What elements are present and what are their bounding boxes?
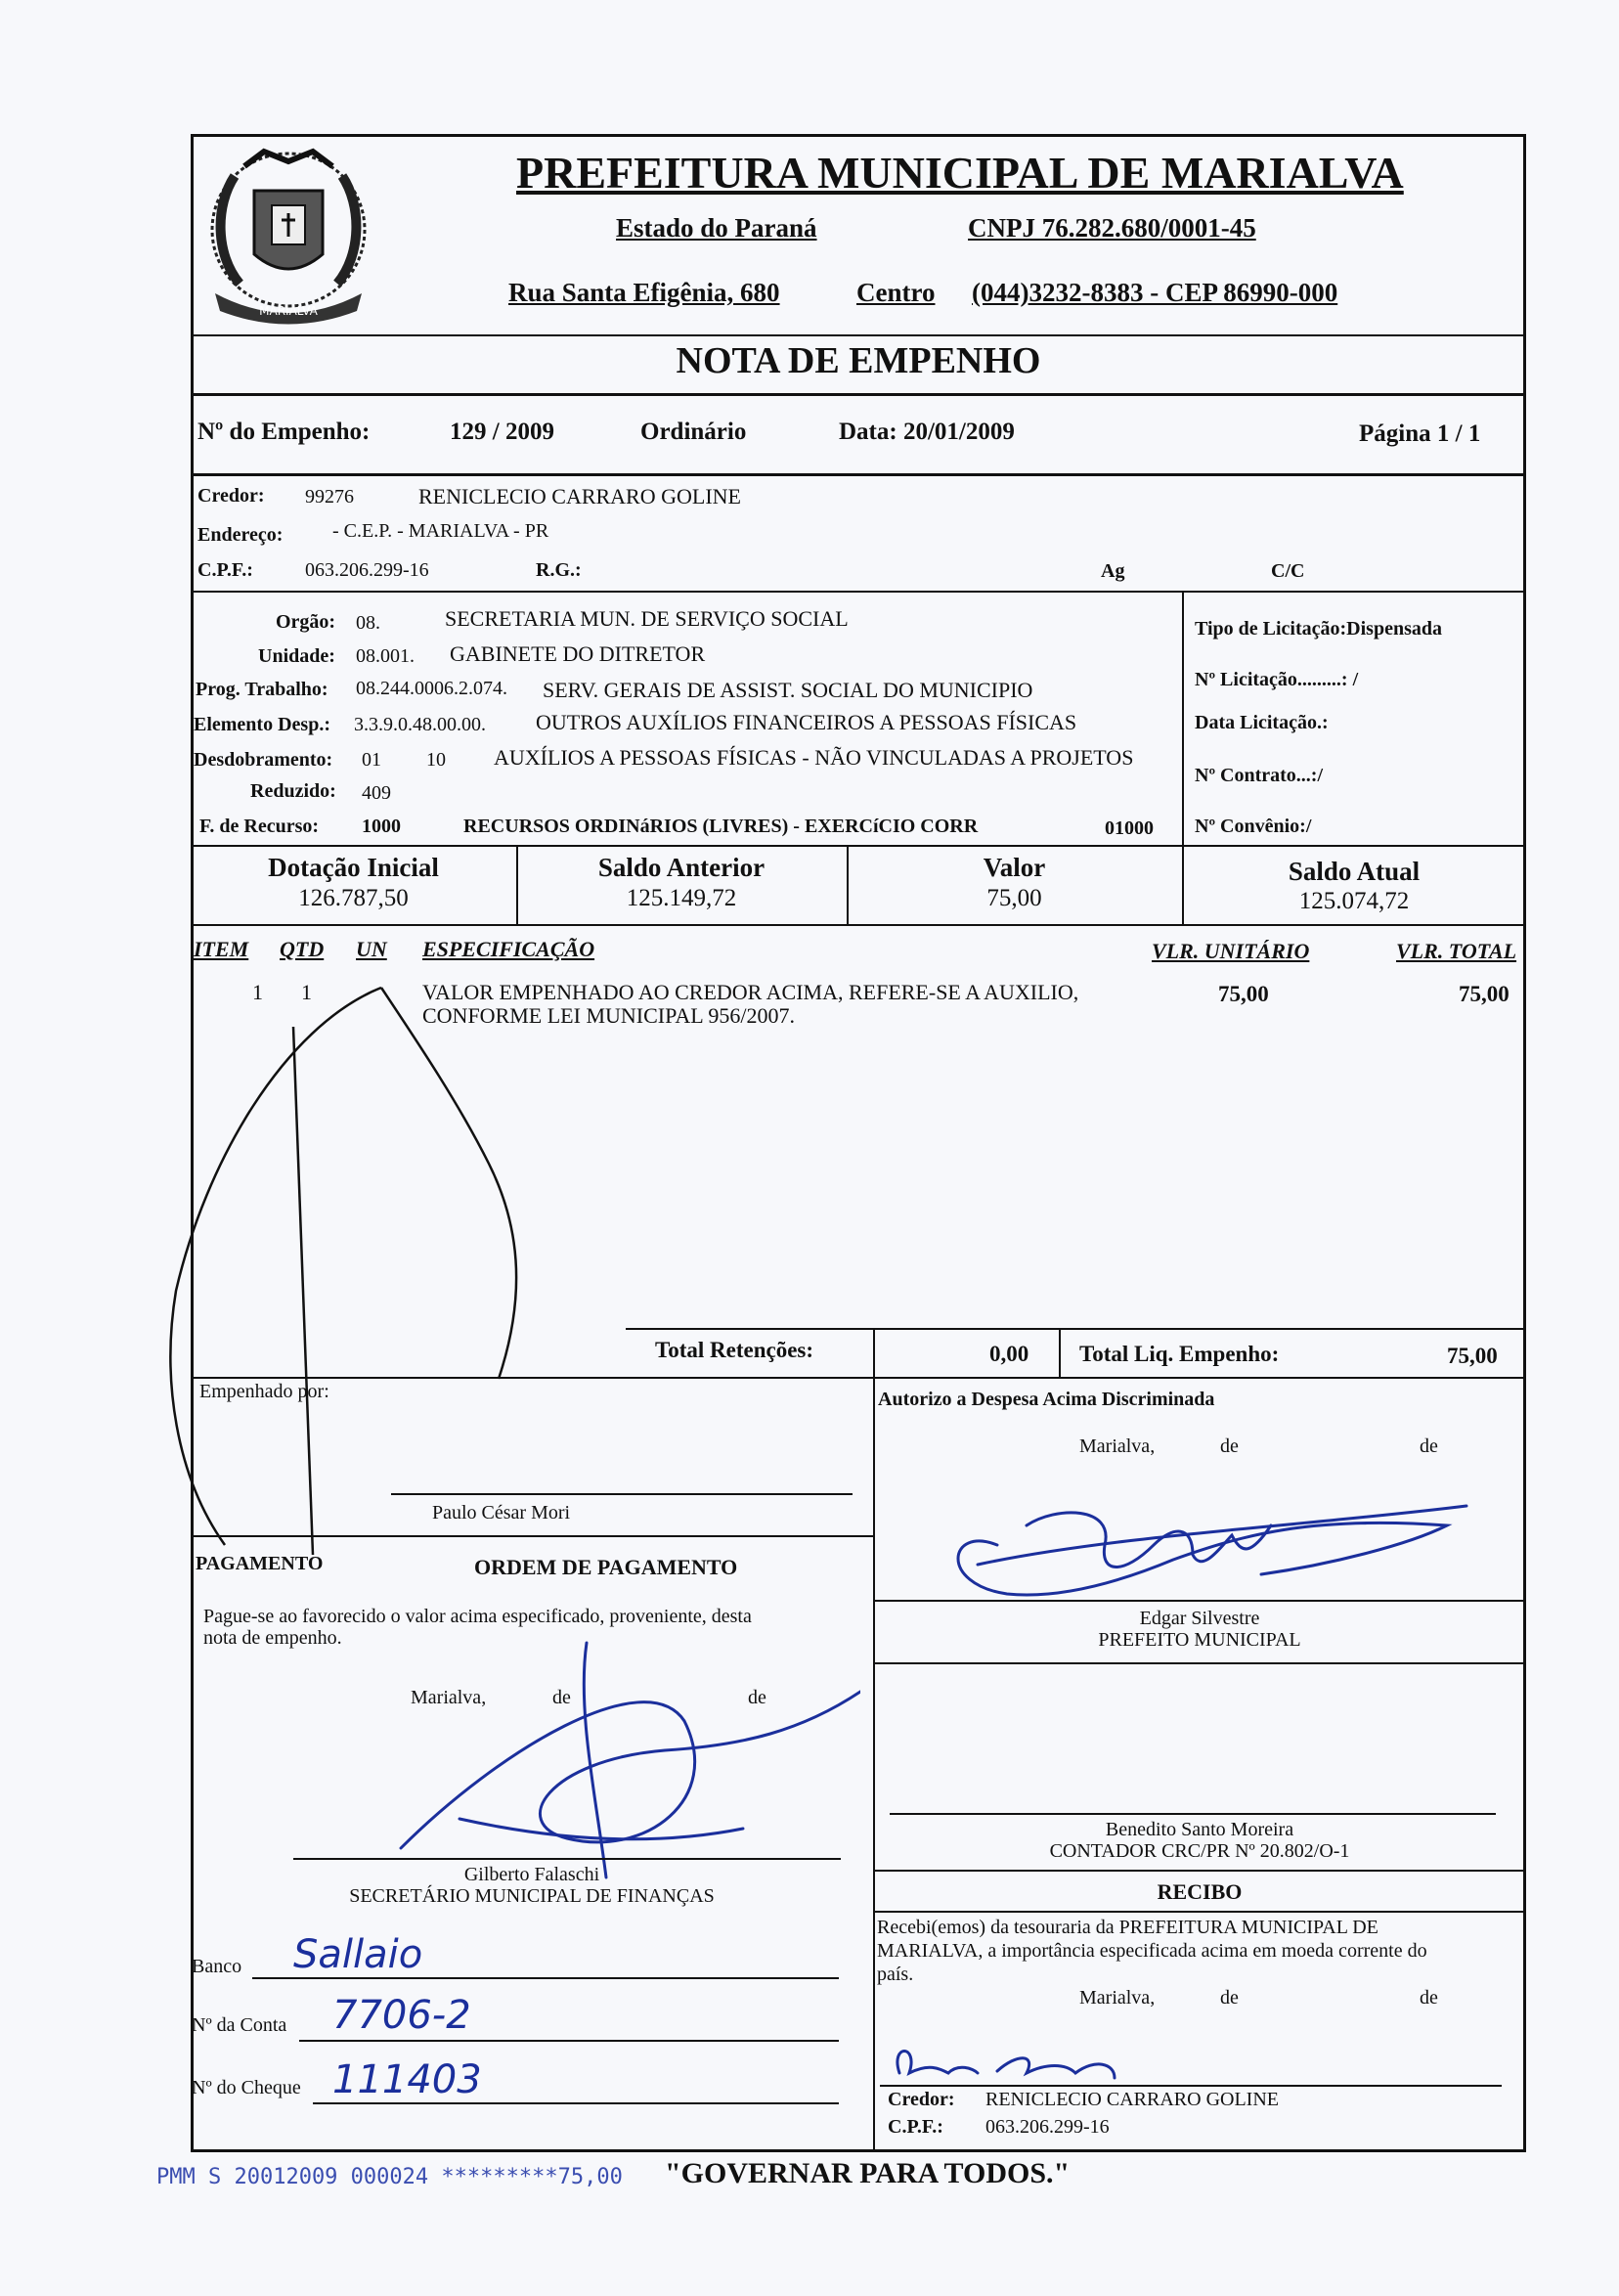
cancel-mark [166,968,538,1555]
elem-code: 3.3.9.0.48.00.00. [354,714,486,735]
pagamento-de1: de [552,1687,571,1708]
licitacao-convenio: Nº Convênio:/ [1195,816,1312,837]
recibo-cpf-value: 063.206.299-16 [985,2116,1110,2138]
anterior-label: Saldo Anterior [597,853,766,882]
cheque-value: 111403 [332,2057,482,2102]
pagamento-label: PAGAMENTO [196,1553,324,1574]
recibo-text-1: Recebi(emos) da tesouraria da PREFEITURA MUNICIPAL DE [877,1917,1378,1938]
cpf-value: 063.206.299-16 [305,559,429,581]
conta-label: Nº da Conta [192,2014,287,2036]
reduzido-value: 409 [362,782,391,804]
desdob-code2: 10 [426,749,446,771]
atual-label: Saldo Atual [1288,857,1421,886]
col-vlr-total: VLR. TOTAL [1396,939,1517,963]
recibo-place: Marialva, [1079,1987,1156,2009]
pagamento-place: Marialva, [411,1687,487,1708]
row-qtd: 1 [301,980,312,1004]
credor-signature [880,2034,1134,2093]
recibo-cpf-label: C.P.F.: [888,2116,943,2138]
retencoes-label: Total Retenções: [655,1338,814,1362]
credor-code: 99276 [305,486,354,508]
recibo-title: RECIBO [1157,1879,1243,1904]
header-title: PREFEITURA MUNICIPAL DE MARIALVA [516,148,1404,198]
empenho-page: Página 1 / 1 [1359,420,1481,447]
licitacao-data: Data Licitação.: [1195,712,1329,733]
finance-signature [352,1604,860,1897]
mayor-signature [919,1467,1486,1613]
orgao-label: Orgão: [276,611,336,633]
row-vlr-unit: 75,00 [1218,982,1269,1006]
header-neighborhood: Centro [856,278,936,307]
recurso-desc: RECURSOS ORDINáRIOS (LIVRES) - EXERCíCIO CORR [463,816,979,837]
desdob-code1: 01 [362,749,381,771]
pagamento-text-1: Pague-se ao favorecido o valor acima especificado, proveniente, desta [203,1606,752,1627]
pagamento-de2: de [748,1687,766,1708]
liq-label: Total Liq. Empenho: [1079,1342,1280,1366]
row-item: 1 [252,980,263,1004]
elem-label: Elemento Desp.: [194,714,330,735]
licitacao-tipo: Tipo de Licitação:Dispensada [1195,618,1442,640]
unidade-desc: GABINETE DO DITRETOR [450,641,706,666]
cc-label: C/C [1271,560,1305,582]
header-cnpj: CNPJ 76.282.680/0001-45 [968,213,1256,243]
anterior-value: 125.149,72 [626,885,737,911]
row-espec-1: VALOR EMPENHADO AO CREDOR ACIMA, REFERE-SE A AUXILIO, [422,980,1079,1004]
col-espec: ESPECIFICAÇÃO [422,937,595,961]
recibo-de2: de [1420,1987,1438,2009]
finance-role: SECRETÁRIO MUNICIPAL DE FINANÇAS [349,1885,715,1907]
empenho-number: 129 / 2009 [450,419,554,445]
col-item: ITEM [194,937,249,961]
recurso-code2: 01000 [1105,817,1154,839]
endereco-label: Endereço: [197,524,284,546]
licitacao-numero: Nº Licitação.........: / [1195,669,1359,690]
recibo-credor-label: Credor: [888,2089,955,2110]
row-espec-2: CONFORME LEI MUNICIPAL 956/2007. [422,1003,795,1028]
dotacao-label: Dotação Inicial [268,853,439,882]
col-un: UN [356,937,387,961]
licitacao-contrato: Nº Contrato...:/ [1195,765,1324,786]
cpf-label: C.P.F.: [197,559,253,581]
unidade-label: Unidade: [258,645,335,667]
empenho-label: Nº do Empenho: [197,419,371,445]
header-state: Estado do Paraná [616,213,817,243]
doc-title: NOTA DE EMPENHO [676,340,1041,381]
empenho-date: Data: 20/01/2009 [839,419,1015,445]
contador-name: Benedito Santo Moreira [1105,1819,1294,1840]
dotacao-value: 126.787,50 [298,885,409,911]
recibo-credor-value: RENICLECIO CARRARO GOLINE [985,2089,1279,2110]
footer-slogan: "GOVERNAR PARA TODOS." [665,2157,1071,2189]
reduzido-label: Reduzido: [250,780,336,802]
mayor-role: PREFEITO MUNICIPAL [1098,1629,1301,1651]
endereco-value: - C.E.P. - MARIALVA - PR [332,520,549,542]
ordem-pagamento: ORDEM DE PAGAMENTO [474,1555,738,1579]
recurso-label: F. de Recurso: [199,816,320,837]
recibo-text-3: país. [877,1964,914,1985]
finance-name: Gilberto Falaschi [463,1864,600,1885]
orgao-code: 08. [356,612,380,634]
contador-role: CONTADOR CRC/PR Nº 20.802/O-1 [1049,1840,1350,1862]
valor-label: Valor [983,853,1046,882]
autorizo-de1: de [1220,1435,1239,1457]
pagamento-text-2: nota de empenho. [203,1627,342,1649]
desdob-desc: AUXÍLIOS A PESSOAS FÍSICAS - NÃO VINCULADAS A PROJETOS [494,745,1134,770]
autorizo-place: Marialva, [1079,1435,1156,1457]
svg-text:MARIALVA: MARIALVA [259,304,318,318]
col-vlr-unit: VLR. UNITÁRIO [1152,939,1310,963]
credor-name: RENICLECIO CARRARO GOLINE [418,484,741,508]
cheque-label: Nº do Cheque [192,2077,301,2098]
rg-label: R.G.: [536,559,582,581]
recibo-text-2: MARIALVA, a importância especificada acima em moeda corrente do [877,1940,1427,1962]
header-phone-cep: (044)3232-8383 - CEP 86990-000 [972,278,1338,307]
footer-stamp: PMM S 20012009 000024 *********75,00 [156,2165,623,2189]
coat-of-arms-icon [196,137,381,332]
credor-label: Credor: [197,485,265,507]
mayor-name: Edgar Silvestre [1139,1608,1260,1629]
prog-code: 08.244.0006.2.074. [356,678,507,699]
retencoes-value: 0,00 [989,1342,1029,1366]
conta-value: 7706-2 [332,1993,471,2038]
empenho-type: Ordinário [640,419,747,445]
banco-label: Banco [192,1956,242,1977]
prog-desc: SERV. GERAIS DE ASSIST. SOCIAL DO MUNICIPIO [543,678,1033,702]
unidade-code: 08.001. [356,645,415,667]
valor-value: 75,00 [986,885,1042,911]
recurso-code: 1000 [362,816,401,837]
banco-value: Sallaio [293,1932,423,1977]
recibo-de1: de [1220,1987,1239,2009]
row-vlr-total: 75,00 [1459,982,1510,1006]
atual-value: 125.074,72 [1298,888,1410,914]
header-address: Rua Santa Efigênia, 680 [508,278,780,307]
liq-value: 75,00 [1447,1344,1498,1368]
orgao-desc: SECRETARIA MUN. DE SERVIÇO SOCIAL [445,606,849,631]
prog-label: Prog. Trabalho: [196,679,328,700]
elem-desc: OUTROS AUXÍLIOS FINANCEIROS A PESSOAS FÍSICAS [536,710,1077,734]
col-qtd: QTD [280,937,325,961]
empenhado-name: Paulo César Mori [432,1502,571,1523]
autorizo-text: Autorizo a Despesa Acima Discriminada [878,1389,1215,1410]
desdob-label: Desdobramento: [194,749,333,771]
empenhado-label: Empenhado por: [199,1381,329,1402]
ag-label: Ag [1101,560,1125,582]
autorizo-de2: de [1420,1435,1438,1457]
